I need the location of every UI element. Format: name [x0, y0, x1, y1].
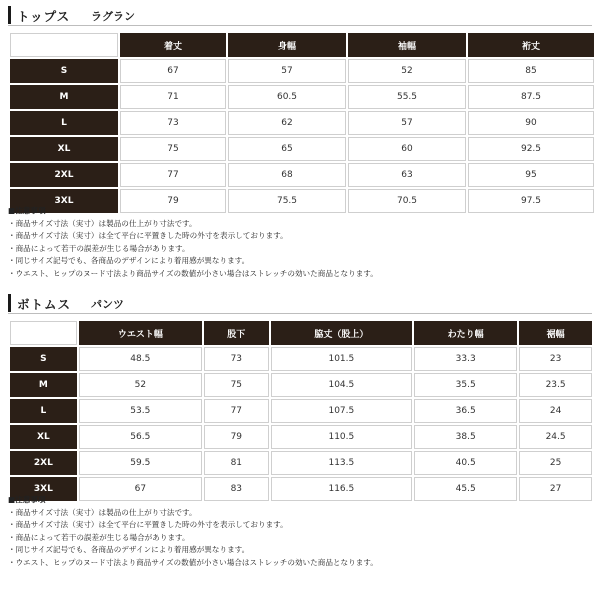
section-divider [8, 25, 592, 26]
table-corner-cell [10, 321, 77, 345]
table-cell: 110.5 [271, 425, 412, 449]
table-cell: 79 [204, 425, 269, 449]
table-row [10, 425, 592, 449]
tops-subtitle: ラグラン [91, 10, 135, 23]
bottoms-subtitle: パンツ [91, 298, 124, 311]
bottoms-size-table [8, 319, 594, 503]
table-cell: 57 [348, 111, 466, 135]
table-cell: 27 [519, 477, 592, 501]
table-cell: 60.5 [228, 85, 346, 109]
table-cell: 92.5 [468, 137, 594, 161]
table-cell: 33.3 [414, 347, 517, 371]
size-label: XL [10, 425, 77, 449]
column-header: 裾幅 [519, 321, 592, 345]
table-cell: 38.5 [414, 425, 517, 449]
size-label: 2XL [10, 163, 118, 187]
size-label: S [10, 347, 77, 371]
table-cell: 55.5 [348, 85, 466, 109]
table-cell: 23.5 [519, 373, 592, 397]
table-cell: 101.5 [271, 347, 412, 371]
column-header: 着丈 [120, 33, 226, 57]
table-cell: 75 [204, 373, 269, 397]
table-row [10, 399, 592, 423]
bottoms-notes [8, 494, 378, 570]
table-row [10, 163, 594, 187]
table-cell: 40.5 [414, 451, 517, 475]
column-header: 裄丈 [468, 33, 594, 57]
table-cell: 79 [120, 189, 226, 213]
tops-section-header [8, 4, 592, 26]
table-cell: 45.5 [414, 477, 517, 501]
table-cell: 36.5 [414, 399, 517, 423]
size-label: 3XL [10, 189, 118, 213]
size-label: 2XL [10, 451, 77, 475]
table-cell: 25 [519, 451, 592, 475]
table-cell: 81 [204, 451, 269, 475]
column-header: 身幅 [228, 33, 346, 57]
table-cell: 24 [519, 399, 592, 423]
table-cell: 83 [204, 477, 269, 501]
size-label: L [10, 399, 77, 423]
tops-title: トップス [17, 9, 71, 24]
note-line: ・商品サイズ寸法（実寸）は製品の仕上がり寸法です。 [8, 218, 197, 228]
note-line: ・同じサイズ記号でも、各商品のデザインにより着用感が異なります。 [8, 256, 250, 266]
table-cell: 67 [79, 477, 202, 501]
size-label: XL [10, 137, 118, 161]
table-cell: 71 [120, 85, 226, 109]
size-label: S [10, 59, 118, 83]
table-row [10, 111, 594, 135]
table-cell: 57 [228, 59, 346, 83]
table-cell: 90 [468, 111, 594, 135]
table-cell: 56.5 [79, 425, 202, 449]
table-cell: 53.5 [79, 399, 202, 423]
table-cell: 107.5 [271, 399, 412, 423]
column-header: 脇丈（股上） [271, 321, 412, 345]
size-label: M [10, 85, 118, 109]
note-line: ・ウエスト、ヒップのヌード寸法より商品サイズの数値が小さい場合はストレッチの効いた商品となります。 [8, 268, 378, 278]
table-row [10, 59, 594, 83]
table-row [10, 85, 594, 109]
table-cell: 116.5 [271, 477, 412, 501]
table-cell: 62 [228, 111, 346, 135]
size-label: L [10, 111, 118, 135]
note-line: ・商品サイズ寸法（実寸）は全て平台に平置きした時の外寸を表示しております。 [8, 231, 288, 241]
table-cell: 85 [468, 59, 594, 83]
note-line: ・商品によって若干の誤差が生じる場合があります。 [8, 243, 190, 253]
bottoms-title: ボトムス [17, 297, 72, 312]
table-cell: 24.5 [519, 425, 592, 449]
table-row [10, 373, 592, 397]
note-line: ・ウエスト、ヒップのヌード寸法より商品サイズの数値が小さい場合はストレッチの効いた商品となります。 [8, 557, 378, 567]
table-row [10, 451, 592, 475]
table-cell: 52 [79, 373, 202, 397]
table-corner-cell [10, 33, 118, 57]
column-header: 袖幅 [348, 33, 466, 57]
table-cell: 113.5 [271, 451, 412, 475]
notes-title: ■注意事項 [8, 206, 46, 215]
table-cell: 35.5 [414, 373, 517, 397]
table-cell: 73 [120, 111, 226, 135]
table-cell: 75.5 [228, 189, 346, 213]
column-header: 股下 [204, 321, 269, 345]
table-cell: 60 [348, 137, 466, 161]
table-cell: 52 [348, 59, 466, 83]
tops-notes [8, 205, 378, 281]
section-marker [8, 6, 11, 24]
notes-title: ■注意事項 [8, 495, 46, 504]
table-cell: 59.5 [79, 451, 202, 475]
table-cell: 68 [228, 163, 346, 187]
bottoms-section-header [8, 292, 592, 314]
table-cell: 73 [204, 347, 269, 371]
section-marker [8, 294, 11, 312]
table-cell: 48.5 [79, 347, 202, 371]
table-cell: 70.5 [348, 189, 466, 213]
table-cell: 65 [228, 137, 346, 161]
table-cell: 67 [120, 59, 226, 83]
table-cell: 77 [120, 163, 226, 187]
note-line: ・商品サイズ寸法（実寸）は全て平台に平置きした時の外寸を表示しております。 [8, 520, 288, 530]
table-row [10, 347, 592, 371]
table-cell: 95 [468, 163, 594, 187]
tops-size-table [8, 31, 596, 215]
table-cell: 104.5 [271, 373, 412, 397]
table-cell: 75 [120, 137, 226, 161]
table-cell: 77 [204, 399, 269, 423]
size-label: 3XL [10, 477, 77, 501]
note-line: ・商品によって若干の誤差が生じる場合があります。 [8, 532, 190, 542]
column-header: わたり幅 [414, 321, 517, 345]
column-header: ウエスト幅 [79, 321, 202, 345]
section-divider [8, 313, 592, 314]
table-header-row [10, 33, 594, 57]
table-cell: 97.5 [468, 189, 594, 213]
note-line: ・商品サイズ寸法（実寸）は製品の仕上がり寸法です。 [8, 507, 197, 517]
table-cell: 23 [519, 347, 592, 371]
table-cell: 63 [348, 163, 466, 187]
note-line: ・同じサイズ記号でも、各商品のデザインにより着用感が異なります。 [8, 545, 250, 555]
table-cell: 87.5 [468, 85, 594, 109]
table-header-row [10, 321, 592, 345]
table-row [10, 137, 594, 161]
size-label: M [10, 373, 77, 397]
